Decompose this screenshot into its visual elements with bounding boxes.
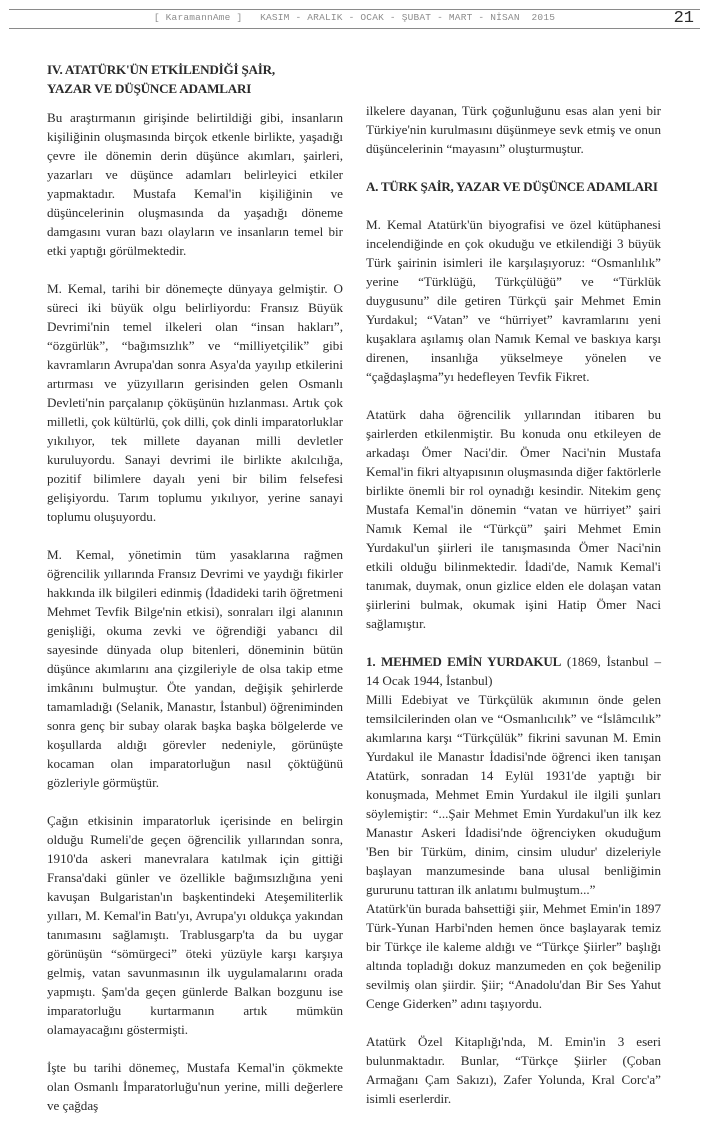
poet-heading [366, 652, 661, 690]
poet-dates: (1869, İstanbul – 14 Ocak 1944, İstanbul) [366, 654, 661, 688]
right-column [366, 101, 661, 1127]
paragraph: Milli Edebiyat ve Türkçülük akımının önde gelen temsilcilerinden olan ve “Osmanlıcılık” ve “İslâmcılık” akımlarına karşı “Türkçülük” fikrini savunan M. Emin Yurdakul ile Manastır İdadisi'nde öğrenci iken tanışan Atatürk, sonradan 14 Eylül 1931'de yaptığı bir konuşmada, Mehmet Emin Yurdakul ile ilgili şunları söylemiştir: “...Şair Mehmet Emin Yurdakul'un ilk kez Manastır Askeri İdadisi'nde öğrenciyken okuduğum 'Ben bir Türküm, dinim, cinsim uludur' dizeleriyle başlayan manzumesinde bana ulusal benliğimin gururunu tattıran ilk anlatımı bulmuştum...” [366, 692, 661, 897]
paragraph: M. Kemal Atatürk'ün biyografisi ve özel kütüphanesi incelendiğinde en çok okuduğu ve etkilendiği 3 büyük Türk şairinin isimleri ile karşılaşıyoruz: “Osmanlılık” yerine “Türklüğü, Türkçülüğü” ve “Türklük duygusunu” dile getiren Türkçü şair Mehmet Emin Yurdakul; “Vatan” ve “hürriyet” kavramlarını yeni kuşaklara aşılamış olan Namık Kemal ve baskıya karşı direnen, insanlığa yükselmeye yönelen ve “çağdaşlaşma”yı hedefleyen Tevfik Fikret. [366, 217, 661, 384]
left-column [47, 60, 343, 1134]
paragraph: M. Kemal, tarihi bir dönemeçte dünyaya gelmiştir. O süreci iki büyük olgu belirliyordu: Fransız Büyük Devrimi'nin temel ilkeleri olan “insan hakları”, “özgürlük”, “bağımsızlık” ve “milliyetçilik” gibi kavramların Avrupa'dan sonra Asya'da yayılıp etkilerini artırması ve yüzyılların gerisinden gelen Osmanlı Devleti'nin parçalanıp çöküşünün hızlanması. Artık çok milletli, çok kültürlü, çok dilli, çok dinli imparatorluklar yıkılıyor, tek millete dayanan milli devletler kuruluyordu. Sanayi devrimi ile birlikte akılcılığa, pozitif bilimlere dayalı yeni bir bilim felsefesi gelişiyordu. Tarım toplumu yıkılıyor, yerine sanayi toplumu oluşuyordu. [47, 281, 343, 524]
paragraph: M. Kemal, yönetimin tüm yasaklarına rağmen öğrencilik yıllarında Fransız Devrimi ve yaydığı fikirler hakkında ilk bilgileri edinmiş (İdadideki tarih öğretmeni Mehmet Tevfik Bilge'nin etkisi), sonraları ilgi alanının genişliği, okuma zevki ve öğrendiği yabancı dil sayesinde dünyada olup bitenleri, döneminin bütün düşünce akımlarını ana çizgileriyle de olsa takip etme imkânını bulmuştur. Öte yandan, değişik şehirlerde tamamladığı (Selanik, Manastır, İstanbul) öğreniminden sonra genç bir subay olarak başka başka bölgelerde ve koşullarda aldığı görevler nedeniyle, görünüşte kocaman olan imparatorluğun nasıl çöktüğünü gözleriyle görmüştür. [47, 547, 343, 790]
paragraph: Atatürk'ün burada bahsettiği şiir, Mehmet Emin'in 1897 Türk-Yunan Harbi'nden hemen önce başlayarak temiz bir Türkçe ile kaleme aldığı ve “Türkçe Şiirler” başlığı altında topladığı dokuz manzumeden en çok beğenilip sevilmiş olan şiirdir. Şiir; “Anadolu'dan Bir Ses Yahut Cenge Giderken” adını taşıyordu. [366, 901, 661, 1011]
paragraph: Bu araştırmanın girişinde belirtildiği gibi, insanların kişiliğinin oluşmasında birçok etkenle birlikte, yaşadığı çevre ile dönemin derin düşünce akımları, şairleri, yazarları ve düşünce adamları belirleyici etkiler yapmaktadır. Mustafa Kemal'in kişiliğinin ve düşüncelerinin oluşmasında da yaşadığı döneme damgasını vuran bazı olayların ve insanların temel bir etki yaptığı görülmektedir. [47, 110, 343, 258]
running-header [9, 9, 700, 29]
paragraph-continuation: ilkelere dayanan, Türk çoğunluğunu esas alan yeni bir Türkiye'nin kurulmasını düşünmeye sevk etmiş ve onun düşüncelerinin “mayasını” oluşturmuştur. [366, 103, 661, 156]
section-title-line1: IV. ATATÜRK'ÜN ETKİLENDİĞİ ŞAİR, [47, 62, 276, 77]
paragraph: Atatürk Özel Kitaplığı'nda, M. Emin'in 3 eseri bulunmaktadır. Bunlar, “Türkçe Şiirler (Çoban Armağanı Çam Sakızı), Zafer Yolunda, Kral Corc'a” isimli eserlerdir. [366, 1034, 661, 1106]
subsection-title: A. TÜRK ŞAİR, YAZAR VE DÜŞÜNCE ADAMLARI [366, 179, 658, 194]
running-title: [ KaramannAme ] KASIM - ARALIK - OCAK - ŞUBAT - MART - NİSAN 2015 [153, 12, 556, 23]
section-title-line2: YAZAR VE DÜŞÜNCE ADAMLARI [47, 81, 252, 96]
paragraph: Çağın etkisinin imparatorluk içerisinde en belirgin olduğu Rumeli'de geçen öğrencilik yıllarından sonra, 1910'da askeri manevralara katılmak için gittiği Fransa'daki günler ve özellikle bağımsızlığına yeni kavuşan Bulgaristan'ın başkentindeki Ateşemiliterlik yılları, M. Kemal'in Batı'yı, Avrupa'yı oldukça yakından tanımasını sağlamıştı. Trablusgarp'ta da bu uygar görünüşün “sömürgeci” öteki yüzüyle karşı karşıya gelmiş, vatan savunmasının ilk uygulamalarını orada yapmıştı. Şam'da geçen günlerde Balkan bozgunu ise imparatorluğu kurtarmanın artık mümkün olamayacağını göstermişti. [47, 813, 343, 1037]
page-number: 21 [673, 9, 694, 28]
section-title [47, 60, 343, 98]
paragraph: İşte bu tarihi dönemeç, Mustafa Kemal'in çökmekte olan Osmanlı İmparatorluğu'nun yerine, milli değerlere ve çağdaş [47, 1060, 343, 1113]
poet-name: 1. MEHMED EMİN YURDAKUL [366, 654, 562, 669]
paragraph: Atatürk daha öğrencilik yıllarından itibaren bu şairlerden etkilenmiştir. Bu konuda onu etkileyen de arkadaşı Ömer Naci'dir. Ömer Naci'nin Mustafa Kemal'in fikri altyapısının oluşmasında diğer faktörlerle birlikte önemli bir rol oynadığı kesindir. Nitekim genç Mustafa Kemal'in dönemin “vatan ve hürriyet” şairi Namık Kemal ile “Türkçü” şairi Mehmet Emin Yurdakul'un şiirleri ile tanışmasında Ömer Naci'nin etkili olduğu bilinmektedir. İdadi'de, Namık Kemal'i tanımak, duymak, onun gizlice elden ele dolaşan vatan şiirlerini bulmak, okumak işini Hatip Ömer Naci sağlamıştır. [366, 407, 661, 631]
